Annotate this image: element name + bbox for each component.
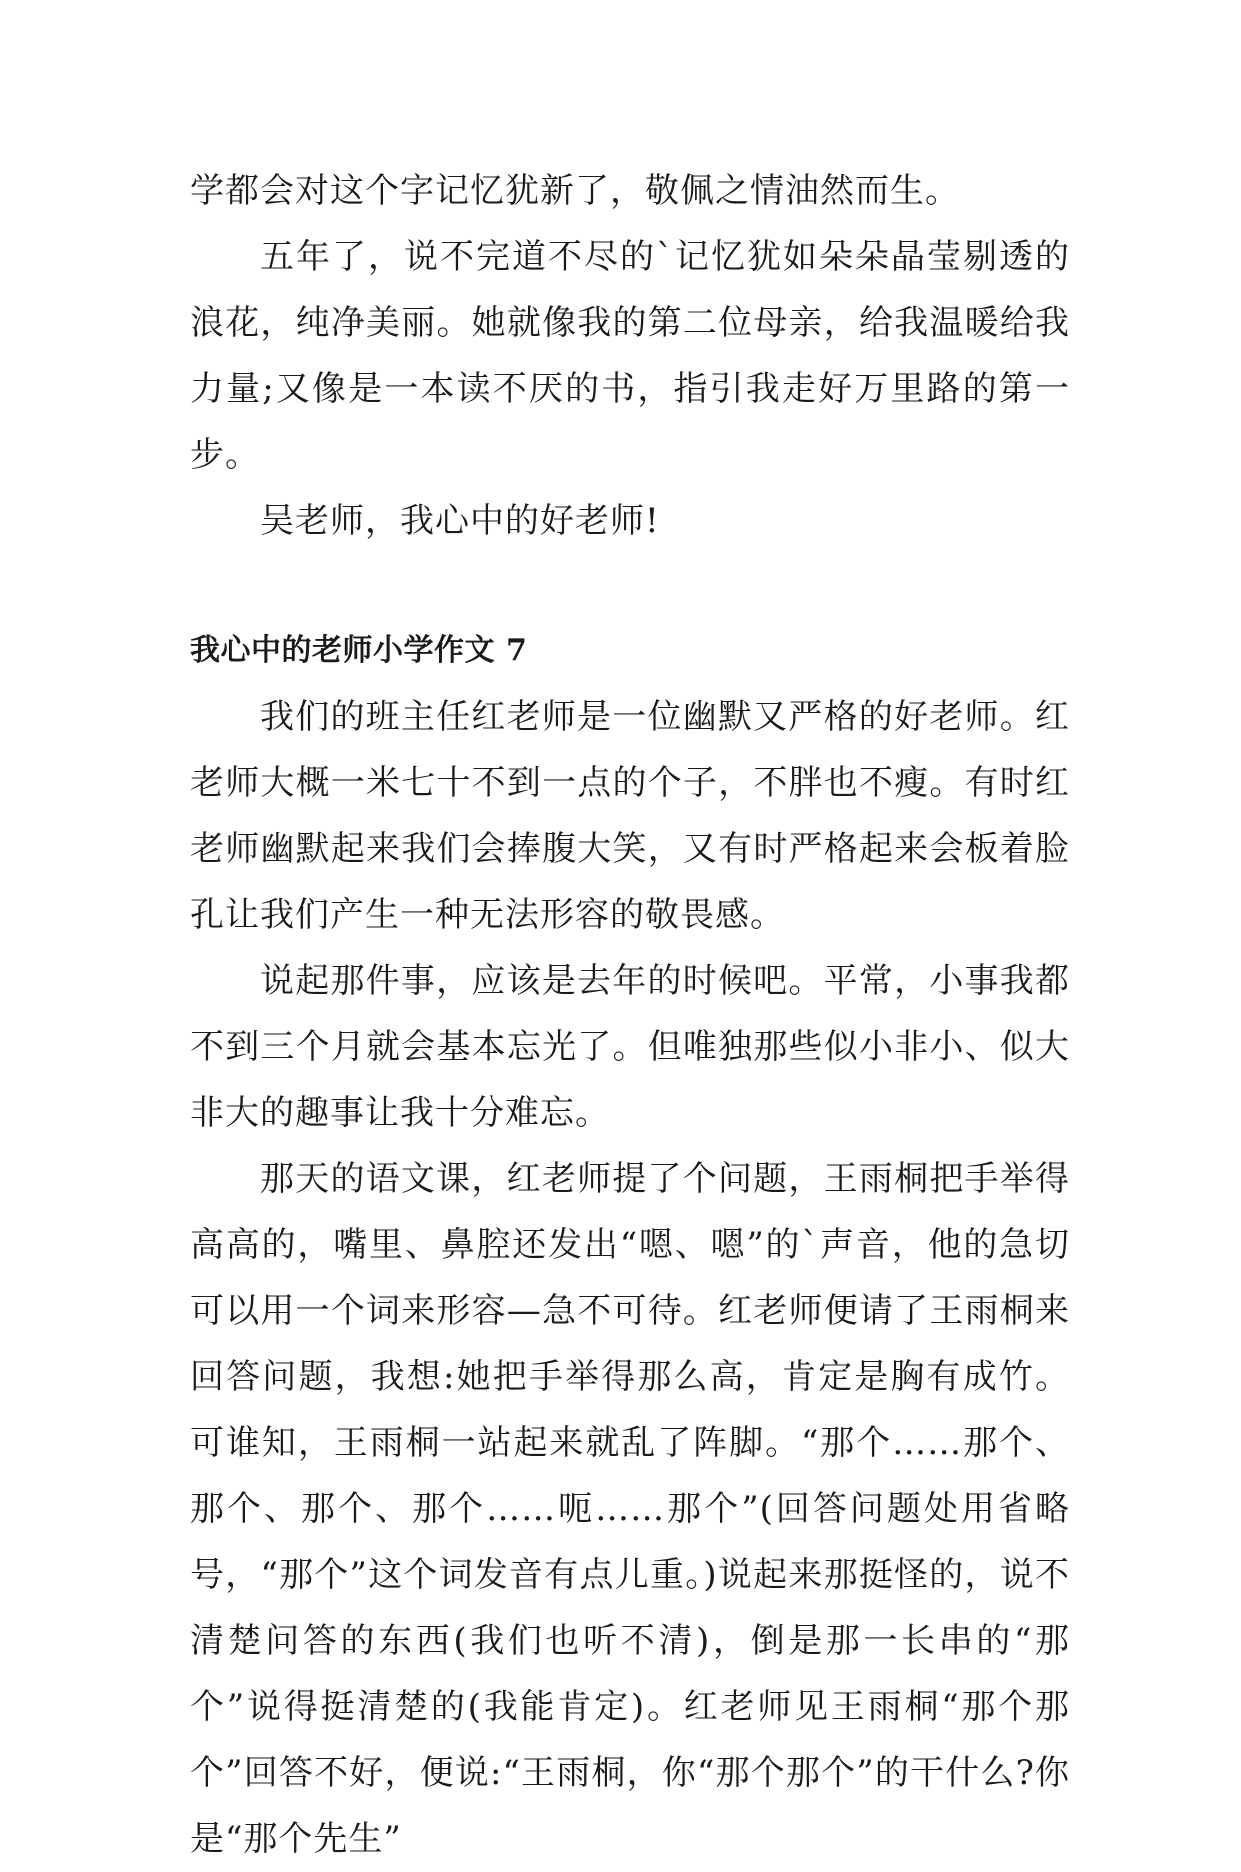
section-title: 我心中的老师小学作文 7 (190, 633, 528, 668)
previous-section-paragraph-2: 五年了，说不完道不尽的`记忆犹如朵朵晶莹剔透的浪花，纯净美丽。她就像我的第二位母亲，给我温暖给我力量;又像是一本读不厌的书，指引我走好万里路的第一步。 (190, 237, 1070, 475)
section-paragraph-2: 说起那件事，应该是去年的时候吧。平常，小事我都不到三个月就会基本忘光了。但唯独那些似小非小、似大非大的趣事让我十分难忘。 (190, 961, 1070, 1133)
section-paragraph-1: 我们的班主任红老师是一位幽默又严格的好老师。红老师大概一米七十不到一点的个子，不胖也不瘦。有时红老师幽默起来我们会捧腹大笑，又有时严格起来会板着脸孔让我们产生一种无法形容的敬畏感。 (190, 697, 1070, 935)
previous-section-paragraph-1: 学都会对这个字记忆犹新了，敬佩之情油然而生。 (190, 171, 960, 211)
previous-section-paragraph-3: 吴老师，我心中的好老师! (260, 501, 660, 541)
page-content (190, 158, 1070, 1872)
section-gap (190, 554, 1070, 618)
section-paragraph-3: 那天的语文课，红老师提了个问题，王雨桐把手举得高高的，嘴里、鼻腔还发出“嗯、嗯”的`声音，他的急切可以用一个词来形容—急不可待。红老师便请了王雨桐来回答问题，我想:她把手举得那么高，肯定是胸有成竹。可谁知，王雨桐一站起来就乱了阵脚。“那个……那个、那个、那个、那个……呃……那个”(回答问题处用省略号，“那个”这个词发音有点儿重。)说起来那挺怪的，说不清楚问答的东西(我们也听不清)，倒是那一长串的“那个”说得挺清楚的(我能肯定)。红老师见王雨桐“那个那个”回答不好，便说:“王雨桐，你“那个那个”的干什么?你是“那个先生” (190, 1159, 1070, 1859)
